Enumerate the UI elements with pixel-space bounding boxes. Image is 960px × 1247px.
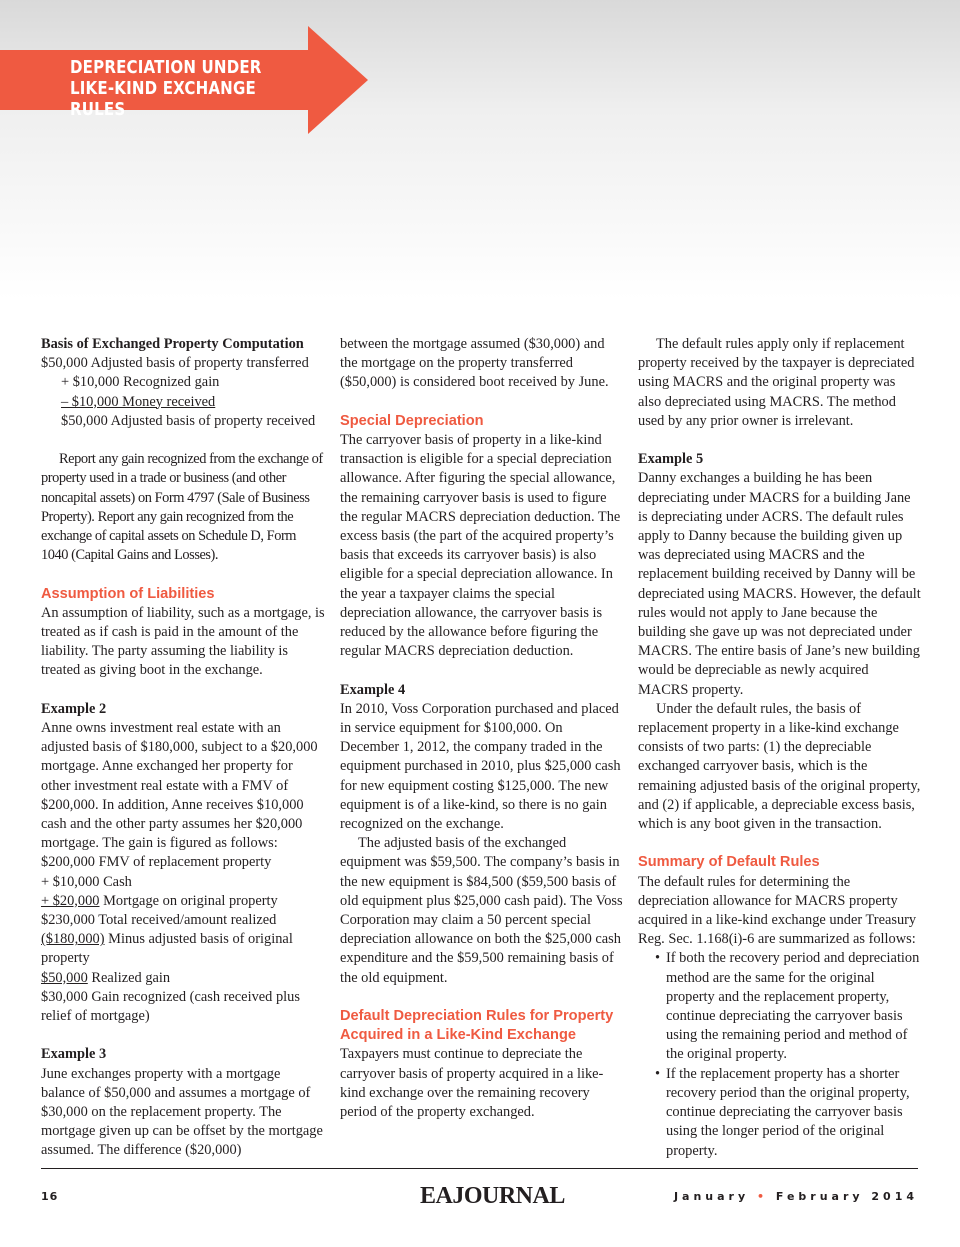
ex2-line: + $10,000 Cash bbox=[41, 873, 132, 890]
continued-paragraph: between the mortgage assumed ($30,000) and the mortgage on the property transferred ($50,000) is considered boot received by June. bbox=[340, 336, 609, 391]
default-applies-paragraph: The default rules apply only if replacement property received by the taxpayer is depreciated using MACRS and the original property was also depreciated using MACRS. The method used by any prior owner is irrelevant. bbox=[638, 336, 915, 429]
footer-rule bbox=[41, 1168, 918, 1169]
issue-date: January • February 2014 bbox=[673, 1190, 918, 1203]
example-2-paragraph: Anne owns investment real estate with an adjusted basis of $180,000, subject to a $20,000 mortgage. Anne exchanged her property for other investment real estate with a FMV of $200,000. In addition, Anne receives $10,000 cash and the other party assumes her $20,000 mortgage. The gain is figured as follows: bbox=[41, 720, 318, 852]
example-5-paragraph-1: Danny exchanges a building he has been depreciating under MACRS for a building Jane is depreciating under ACRS. The default rules apply to Danny because the building given up was depreciated using MACRS and the replacement building received by Danny will be depreciated using MACRS. However, the default rules would not apply to Jane because the building she gave up was not depreciated under MACRS. The entire basis of Jane’s new building would be depreciable as newly acquired MACRS property. bbox=[638, 470, 921, 698]
comp-line: – $10,000 Money received bbox=[61, 393, 216, 410]
example-4-title: Example 4 bbox=[340, 681, 406, 698]
example-3-paragraph: June exchanges property with a mortgage balance of $50,000 and assumes a mortgage of $30,000 on the replacement property. The mortgage given up can be offset by the mortgage assumed. The difference ($20,000) bbox=[41, 1065, 323, 1159]
example-4-paragraph-1: In 2010, Voss Corporation purchased and placed in service equipment for $100,000. On December 1, 2012, the company traded in the equipment purchased in 2010, plus $25,000 cash for new equipment costing $125,000. The new equipment is of a like-kind, so there is no gain recognized on the exchange. bbox=[340, 700, 621, 833]
report-paragraph: Report any gain recognized from the exchange of property used in a trade or business (and other noncapital assets) on Form 4797 (Sale of Business Property). Report any gain recognized from the exchange of capital assets on Schedule D, Form 1040 (Capital Gains and Losses). bbox=[41, 451, 323, 564]
example-3-title: Example 3 bbox=[41, 1046, 107, 1063]
example-2-title: Example 2 bbox=[41, 700, 107, 717]
assumption-heading: Assumption of Liabilities bbox=[41, 585, 215, 602]
summary-paragraph: The default rules for determining the depreciation allowance for MACRS property acquired in a like-kind exchange under Treasury Reg. Sec. 1.168(i)-6 are summarized as follows: bbox=[638, 873, 917, 948]
assumption-paragraph: An assumption of liability, such as a mortgage, is treated as if cash is paid in the amount of the liability. The party assuming the liability is treated as giving boot in the exchange. bbox=[41, 604, 325, 679]
article-title: DEPRECIATION UNDER LIKE-KIND EXCHANGE RULES bbox=[70, 58, 262, 120]
page-number: 16 bbox=[41, 1190, 59, 1203]
default-rules-paragraph: Taxpayers must continue to depreciate the carryover basis of property acquired in a like-kind exchange over the remaining recovery period of the property exchanged. bbox=[340, 1046, 604, 1121]
summary-bullet: • If the replacement property has a shorter recovery period than the original property, continue depreciating the carryover basis using the longer period of the original property. bbox=[638, 1065, 922, 1161]
special-depreciation-paragraph: The carryover basis of property in a like-kind transaction is eligible for a special depreciation allowance. After figuring the special allowance, the remaining carryover basis is used to figure the regular MACRS depreciation deduction. The excess basis (the part of the acquired property’s basis that exceeds its carryover basis) is also eligible for a special depreciation allowance. In the year a taxpayer claims the special depreciation allowance, the carryover basis is reduced by the allowance before figuring the regular MACRS depreciation deduction. bbox=[340, 432, 621, 660]
journal-logo: EAJOURNAL bbox=[420, 1183, 565, 1209]
ex2-line: $230,000 Total received/amount realized bbox=[41, 912, 277, 929]
summary-bullet: • If both the recovery period and depreciation method are the same for the original property and the replacement property, continue depreciating the carryover basis using the remaining period and method of the original property. bbox=[638, 949, 922, 1064]
summary-heading: Summary of Default Rules bbox=[638, 854, 820, 871]
example-5-paragraph-2: Under the default rules, the basis of replacement property in a like-kind exchange consists of two parts: (1) the depreciable exchanged carryover basis, which is the remaining adjusted basis of the original property, and (2) if applicable, a depreciable excess basis, which is any boot given in the transaction. bbox=[638, 700, 921, 833]
special-depreciation-heading: Special Depreciation bbox=[340, 412, 484, 429]
column-2 bbox=[340, 335, 624, 1122]
example-4-paragraph-2: The adjusted basis of the exchanged equipment was $59,500. The company’s basis in the new equipment is $84,500 ($59,500 basis of old equipment plus $25,000 cash paid). The Voss Corporation may claim a 50 percent special depreciation allowance on both the $25,000 cash expenditure and the $59,500 remaining basis of the old equipment. bbox=[340, 835, 623, 986]
ex2-line: + $20,000 Mortgage on original property bbox=[41, 892, 278, 909]
comp-line: + $10,000 Recognized gain bbox=[61, 374, 220, 391]
ex2-line: $200,000 FMV of replacement property bbox=[41, 854, 272, 871]
example-5-title: Example 5 bbox=[638, 451, 704, 468]
computation-title: Basis of Exchanged Property Computation bbox=[41, 336, 304, 352]
column-1 bbox=[41, 335, 325, 1161]
comp-line: $50,000 Adjusted basis of property transferred bbox=[41, 355, 309, 372]
ex2-line: ($180,000) Minus adjusted basis of original property bbox=[41, 931, 293, 967]
header-banner bbox=[0, 0, 960, 330]
comp-line: $50,000 Adjusted basis of property received bbox=[61, 412, 316, 429]
column-3 bbox=[638, 335, 922, 1161]
ex2-line: $30,000 Gain recognized (cash received plus relief of mortgage) bbox=[41, 988, 300, 1025]
default-rules-heading: Default Depreciation Rules for Property Acquired in a Like-Kind Exchange bbox=[340, 1008, 614, 1044]
ex2-line: $50,000 Realized gain bbox=[41, 969, 171, 986]
